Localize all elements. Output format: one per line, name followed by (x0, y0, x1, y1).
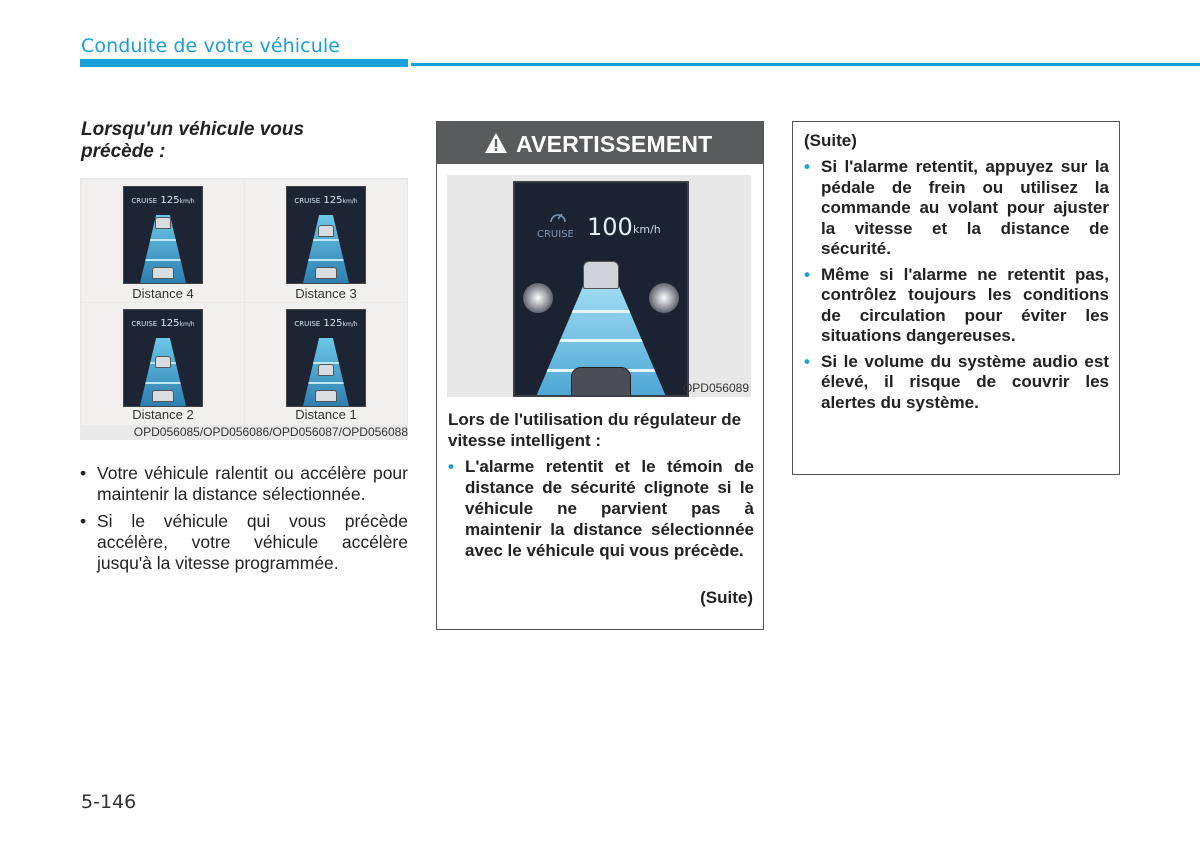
mini-speed-unit: km/h (179, 198, 195, 205)
leading-car-icon (318, 225, 334, 237)
distance-cell (82, 180, 244, 302)
cruise-label: CRUISE (537, 229, 574, 240)
own-car-icon (315, 390, 337, 402)
distance-caption: Distance 3 (295, 286, 357, 301)
mini-cluster-display (123, 186, 203, 284)
warning-title: AVERTISSEMENT (516, 131, 713, 157)
own-car-icon (571, 367, 631, 397)
set-speed-value: 100 (587, 213, 633, 241)
mini-cruise-label: CRUISE (131, 320, 158, 328)
mini-cruise-label: CRUISE (294, 197, 321, 205)
mini-cluster-display (123, 309, 203, 407)
leading-car-icon (155, 356, 171, 368)
distance-caption: Distance 4 (132, 286, 194, 301)
mini-speed-unit: km/h (342, 321, 358, 328)
header-rule-thick (80, 59, 408, 67)
section-title: Conduite de votre véhicule (81, 35, 341, 57)
mini-speed-unit: km/h (342, 198, 358, 205)
distance-caption: Distance 1 (295, 407, 357, 422)
mini-cluster-display (286, 309, 366, 407)
warning-bullet-list (448, 456, 754, 561)
subheading: Lorsqu'un véhicule vous précède : (81, 119, 305, 162)
own-car-icon (152, 267, 174, 279)
header-rule-thin (411, 63, 1200, 66)
mini-speed (287, 318, 365, 329)
distance-figure (80, 178, 408, 440)
leading-car-icon (583, 261, 619, 289)
list-item: • Même si l'alarme ne retentit pas, contrôlez toujours les conditions de circulation pour éviter les situations dangereuses. (804, 265, 1109, 347)
warning-intro: Lors de l'utilisation du régulateur de vitesse intelligent : (448, 410, 742, 450)
mini-speed (124, 318, 202, 329)
list-item: • Si le volume du système audio est élevé, il risque de couvrir les alertes du système. (804, 352, 1109, 414)
figure-code: OPD056085/OPD056086/OPD056087/OPD056088 (133, 425, 408, 439)
list-item: • L'alarme retentit et le témoin de distance de sécurité clignote si le véhicule ne parvient pas à maintenir la distance sélectionnée avec le véhicule qui vous précède. (448, 456, 754, 561)
mini-speed-value: 125 (160, 195, 180, 206)
continued-heading: (Suite) (804, 131, 857, 150)
distance-cell (245, 180, 407, 302)
mini-speed (287, 195, 365, 206)
continued-box (792, 121, 1120, 475)
mini-speed-value: 125 (323, 318, 343, 329)
mini-cruise-label: CRUISE (131, 197, 158, 205)
flash-right (649, 283, 679, 313)
page-number: 5-146 (81, 791, 137, 813)
warning-box (436, 121, 764, 630)
mini-speed-unit: km/h (179, 321, 195, 328)
cluster-display (513, 181, 689, 397)
mini-speed-value: 125 (160, 318, 180, 329)
list-item: • Si l'alarme retentit, appuyez sur la pédale de frein ou utilisez la commande au volant pour ajuster la vitesse et la distance de sécurité. (804, 157, 1109, 260)
mini-speed-value: 125 (323, 195, 343, 206)
leading-car-icon (318, 364, 334, 376)
distance-cell (82, 303, 244, 425)
flash-left (523, 283, 553, 313)
mini-cluster-display (286, 186, 366, 284)
leading-car-icon (155, 217, 171, 229)
warning-triangle-icon (484, 132, 508, 154)
list-item: • Votre véhicule ralentit ou accélère pour maintenir la distance sélectionnée. (80, 463, 408, 505)
mini-cruise-label: CRUISE (294, 320, 321, 328)
set-speed-unit: km/h (633, 223, 661, 236)
own-car-icon (152, 390, 174, 402)
cruise-gauge-icon (549, 209, 567, 225)
list-item: • Si le véhicule qui vous précède accélère, votre véhicule accélère jusqu'à la vitesse programmée. (80, 511, 408, 574)
distance-caption: Distance 2 (132, 407, 194, 422)
warning-header (437, 122, 763, 164)
mini-speed (124, 195, 202, 206)
image-code: OPD056089 (682, 381, 749, 395)
cluster-photo (447, 175, 751, 397)
distance-cell (245, 303, 407, 425)
left-bullet-list (80, 463, 408, 580)
own-car-icon (315, 267, 337, 279)
continued-marker: (Suite) (700, 588, 753, 607)
continued-bullet-list (804, 157, 1109, 418)
